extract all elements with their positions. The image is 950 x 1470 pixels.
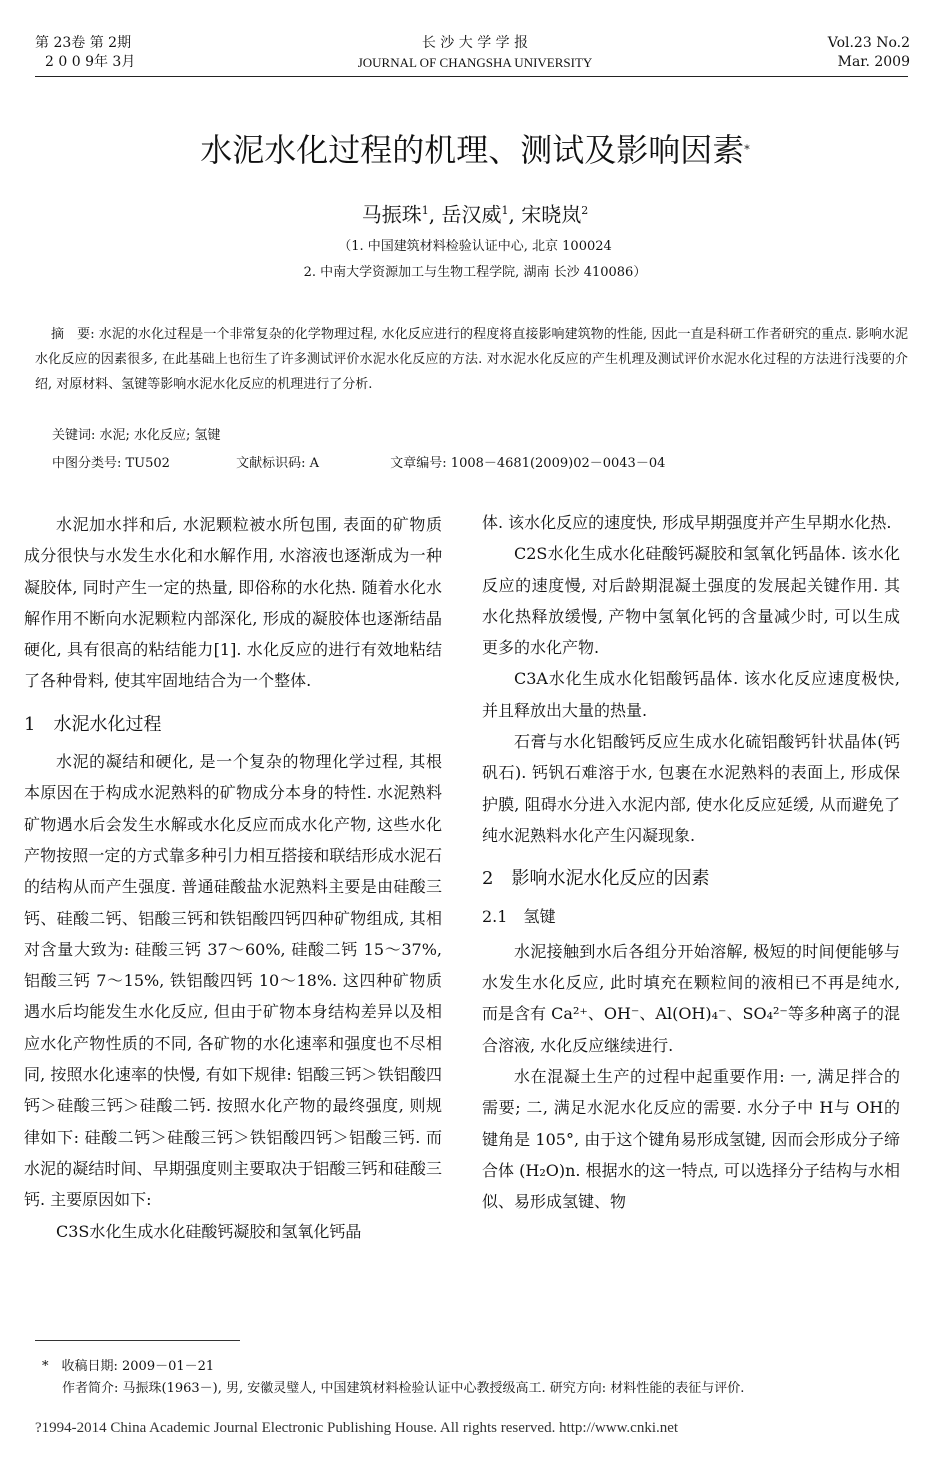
footnote-received: * 收稿日期: 2009－01－21 [42,1359,215,1374]
paragraph-hydration-process: 水泥的凝结和硬化, 是一个复杂的物理化学过程, 其根本原因在于构成水泥熟料的矿物成分本身的特性. 水泥熟料矿物遇水后会发生水解或水化反应而成水化产物, 这些水化产物按照一定的方式靠多种引力相互搭接和联结形成水泥石的结构从而产生强度. 普通硅酸盐水泥熟料主要是由硅酸三钙、硅酸二钙、铝酸三钙和铁铝酸四钙四种矿物组成, 其相对含量大致为: 硅酸三钙 37～60%, 硅酸二钙 15～37%, 铝酸三钙 7～15%, 铁铝酸四钙 10～18%. 这四种矿物质遇水后均能发生水化反应, 但由于矿物本身结构差异以及相应水化产物性质的不同, 各矿物的水化速率和强度也不尽相同, 按照水化速率的快慢, 有如下规律: 铝酸三钙＞铁铝酸四钙＞硅酸三钙＞硅酸二钙. 按照水化产物的最终强度, 则规律如下: 硅酸二钙＞硅酸三钙＞铁铝酸四钙＞铝酸三钙. 而水泥的凝结时间、早期强度则主要取决于铝酸三钙和硅酸三钙. 主要原因如下: [24,752,442,1210]
document-code: 文献标识码: A [236,456,320,471]
paragraph-c3s-continued: 体. 该水化反应的速度快, 形成早期强度并产生早期水化热. [482,513,892,532]
paragraph-c2s: C2S水化生成水化硅酸钙凝胶和氢氧化钙晶体. 该水化反应的速度慢, 对后龄期混凝土强度的发展起关键作用. 其水化热释放缓慢, 产物中氢氧化钙的含量减少时, 可以生成更多的水化产物. [482,544,900,658]
body-right-column [482,507,900,1218]
author-1-sup: 1 [421,204,429,217]
paragraph-c3s: C3S水化生成水化硅酸钙凝胶和氢氧化钙晶 [56,1221,362,1241]
footnote-author-info: 作者简介: 马振珠(1963－), 男, 安徽灵璧人, 中国建筑材料检验认证中心教授级高工. 研究方向: 材料性能的表征与评价. [62,1381,745,1396]
author-list [0,196,950,230]
paragraph-water-role: 水在混凝土生产的过程中起重要作用: 一, 满足拌合的需要; 二, 满足水泥水化反应的需要. 水分子中 H与 OH的键角是 105°, 由于这个键角易形成氢键, 因而会形成分子缔合体 (H₂O)n. 根据水的这一特点, 可以选择分子结构与水相似、易形成氢键、物 [482,1067,900,1212]
paper-title-text: 水泥水化过程的机理、测试及影响因素 [200,131,745,169]
keywords: 关键词: 水泥; 水化反应; 氢键 [52,428,221,443]
header-date-cn: 2 0 0 9年 3月 [45,54,136,70]
author-3: , 宋晓岚 [508,202,582,227]
classification-line [52,452,912,476]
header-journal [0,34,950,72]
author-2-sup: 1 [501,204,509,217]
copyright-line: ?1994-2014 China Academic Journal Electronic Publishing House. All rights reserved. http://www.cnki.net [35,1420,679,1436]
subsection-heading-2-1: 2.1 氢键 [482,906,556,926]
header-volume-en [828,34,910,72]
author-1: 马振珠 [361,202,422,227]
author-2: , 岳汉威 [428,202,502,227]
paragraph-gypsum: 石膏与水化铝酸钙反应生成水化硫铝酸钙针状晶体(钙矾石). 钙钒石难溶于水, 包裹在水泥熟料的表面上, 形成保护膜, 阻碍水分进入水泥内部, 使水化反应延缓, 从而避免了纯水泥熟料水化产生闪凝现象. [482,732,900,845]
paper-title [0,128,950,172]
header-date-en: Mar. 2009 [837,54,910,70]
paragraph-ions: 水泥接触到水后各组分开始溶解, 极短的时间便能够与水发生水化反应, 此时填充在颗粒间的液相已不再是纯水, 而是含有 Ca²⁺、OH⁻、Al(OH)₄⁻、SO₄²⁻等多种离子的混合溶液, 水化反应继续进行. [482,941,900,1055]
abstract: 摘 要: 水泥的水化过程是一个非常复杂的化学物理过程, 水化反应进行的程度将直接影响建筑物的性能, 因此一直是科研工作者研究的重点. 影响水泥水化反应的因素很多, 在此基础上也衍生了许多测试评价水泥水化反应的方法. 对水泥水化反应的产生机理及测试评价水泥水化过程的方法进行浅要的介绍, 对原材料、氢键等影响水泥水化反应的机理进行了分析. [35,327,908,392]
header-rule [35,76,908,77]
title-footnote-mark: * [744,143,750,156]
clc-number: 中图分类号: TU502 [52,456,170,471]
footnote-rule [35,1340,240,1341]
paragraph-c3a: C3A水化生成水化铝酸钙晶体. 该水化反应速度极快, 并且释放出大量的热量. [482,669,900,720]
intro-paragraph: 水泥加水拌和后, 水泥颗粒被水所包围, 表面的矿物质成分很快与水发生水化和水解作用, 水溶液也逐渐成为一种凝胶体, 同时产生一定的热量, 即俗称的水化热. 随着水化水解作用不断向水泥颗粒内部深化, 形成的凝胶体也逐渐结晶硬化, 具有很高的粘结能力[1]. 水化反应的进行有效地粘结了各种骨料, 使其牢固地结合为一个整体. [24,515,442,691]
section-heading-2: 2 影响水泥水化反应的因素 [482,868,710,890]
affiliation-2: 2. 中南大学资源加工与生物工程学院, 湖南 长沙 410086） [303,265,647,280]
article-number: 文章编号: 1008－4681(2009)02－0043－04 [390,456,666,471]
section-heading-1: 1 水泥水化过程 [24,713,162,735]
author-3-sup: 2 [581,204,589,217]
journal-name-en: JOURNAL OF CHANGSHA UNIVERSITY [357,55,593,70]
header-volume-cn: 第 23卷 第 2期 [35,35,132,51]
journal-name-cn: 长 沙 大 学 学 报 [421,35,529,51]
header-vol-en: Vol.23 No.2 [827,35,910,51]
affiliation-1: （1. 中国建筑材料检验认证中心, 北京 100024 [338,239,612,254]
body-left-column [24,509,442,1247]
